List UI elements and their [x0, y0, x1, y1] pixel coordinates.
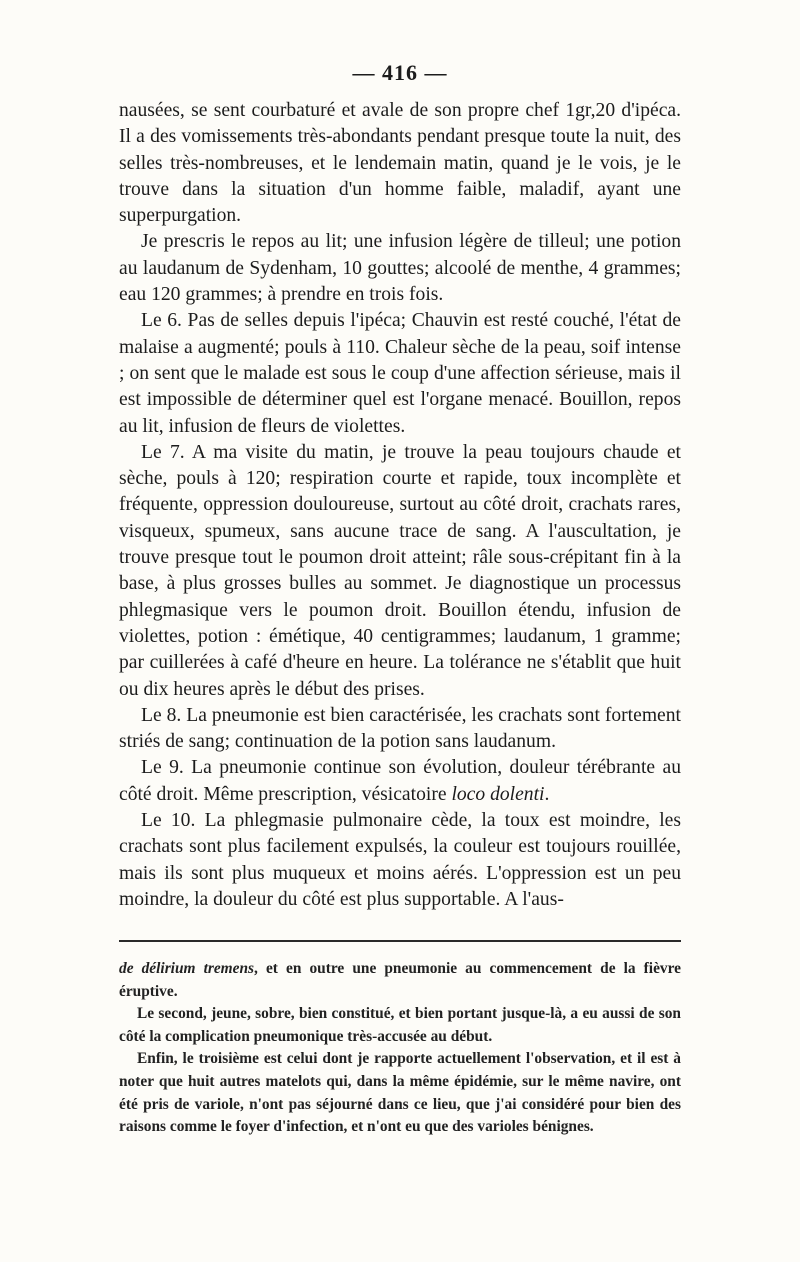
paragraph-6: [119, 755, 681, 808]
footnote-1-italic: de délirium tremens: [119, 960, 255, 977]
paragraph-2: Je prescris le repos au lit; une infusion légère de tilleul; une potion au laudanum de Sydenham, 10 gouttes; alcoolé de menthe, 4 grammes; eau 120 grammes; à prendre en trois fois.: [119, 231, 681, 306]
paragraph-5: Le 8. La pneumonie est bien caractérisée, les crachats sont fortement striés de sang; continuation de la potion sans laudanum.: [119, 704, 681, 753]
footnote-1: [119, 958, 681, 1003]
main-text: [119, 98, 681, 913]
paragraph-4: Le 7. A ma visite du matin, je trouve la peau toujours chaude et sèche, pouls à 120; respiration courte et rapide, toux incomplète et fréquente, oppression douloureuse, surtout au côté droit, crachats rares, visqueux, spumeux, sans aucune trace de sang. A l'auscultation, je trouve presque tout le poumon droit atteint; râle sous-crépitant fin à la base, à plus grosses bulles au sommet. Je diagnostique un processus phlegmasique vers le poumon droit. Bouillon étendu, infusion de violettes, potion : émétique, 40 centigrammes; laudanum, 1 gramme; par cuillerées à café d'heure en heure. La tolérance ne s'établit que huit ou dix heures après le début des prises.: [119, 441, 681, 700]
paragraph-1: nausées, se sent courbaturé et avale de son propre chef 1gr,20 d'ipéca. Il a des vomissements très-abondants pendant presque toute la nuit, des selles très-nombreuses, et le lendemain matin, quand je le vois, je le trouve dans la situation d'un homme faible, maladif, ayant une superpurgation.: [119, 100, 681, 227]
footnotes: [119, 958, 681, 1139]
paragraph-6-text: Le 9. La pneumonie continue son évolution, douleur térébrante au côté droit. Même prescription, vésicatoire: [119, 757, 681, 805]
paragraph-6-italic: loco dolenti: [451, 783, 545, 805]
paragraph-7: Le 10. La phlegmasie pulmonaire cède, la toux est moindre, les crachats sont plus facilement expulsés, la couleur est toujours rouillée, mais ils sont plus muqueux et moins aérés. L'oppression est un peu moindre, la douleur du côté est plus supportable. A l'aus-: [119, 810, 681, 910]
footnote-1-text: , et en outre une pneumonie au commencement de la fièvre éruptive.: [119, 960, 681, 1000]
page-body: [119, 58, 681, 913]
footnote-divider: [119, 940, 681, 942]
paragraph-3: Le 6. Pas de selles depuis l'ipéca; Chauvin est resté couché, l'état de malaise a augmenté; pouls à 110. Chaleur sèche de la peau, soif intense ; on sent que le malade est sous le coup d'une affection sérieuse, mais il est impossible de déterminer quel est l'organe menacé. Bouillon, repos au lit, infusion de fleurs de violettes.: [119, 310, 681, 437]
paragraph-6-end: .: [544, 783, 550, 805]
footnote-2: Le second, jeune, sobre, bien constitué, et bien portant jusque-là, a eu aussi de son côté la complication pneumonique très-accusée au début.: [119, 1005, 681, 1045]
footnote-3: Enfin, le troisième est celui dont je rapporte actuellement l'observation, et il est à noter que huit autres matelots qui, dans la même épidémie, sur le même navire, ont été pris de variole, n'ont pas séjourné dans ce lieu, que j'ai considéré pour bien des raisons comme le foyer d'infection, et n'ont eu que des varioles bénignes.: [119, 1050, 681, 1136]
page-number: — 416 —: [352, 60, 448, 85]
